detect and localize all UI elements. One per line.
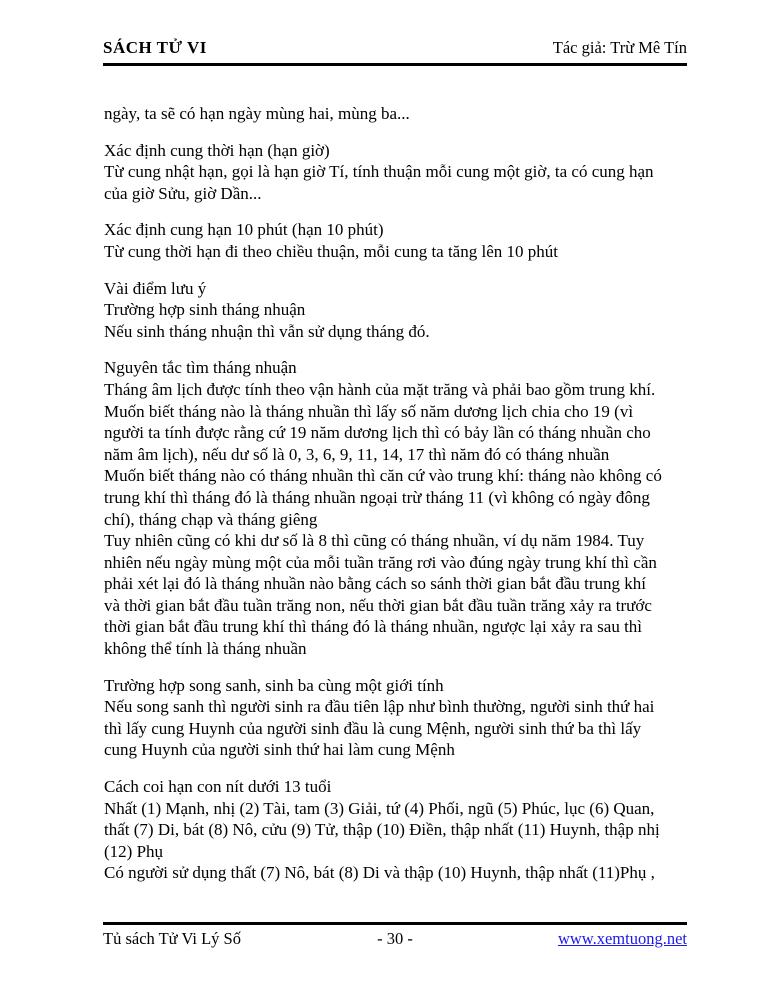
text-line: và thời gian bắt đầu tuần trăng non, nếu thời gian bắt đầu tuần trăng xảy ra trước (104, 595, 652, 615)
text-line: Nếu sinh tháng nhuận thì vẫn sử dụng tháng đó. (104, 321, 430, 341)
text-line: Nguyên tắc tìm tháng nhuận (104, 358, 297, 378)
paragraph (104, 776, 696, 884)
text-line: thời gian bắt đầu trung khí thì tháng đó là tháng nhuần, ngược lại xảy ra sau thì (104, 617, 643, 637)
text-line: năm âm lịch), nếu dư số là 0, 3, 6, 9, 11, 14, 17 thì năm đó có tháng nhuần (104, 444, 610, 464)
text-line: ngày, ta sẽ có hạn ngày mùng hai, mùng ba... (104, 104, 410, 123)
paragraph (104, 675, 696, 761)
paragraph (104, 278, 696, 343)
text-line: chí), tháng chạp và tháng giêng (104, 509, 318, 529)
text-line: Nếu song sanh thì người sinh ra đầu tiên lập như bình thường, người sinh thứ hai (104, 697, 655, 717)
paragraph (104, 140, 696, 205)
text-line: của giờ Sửu, giờ Dần... (104, 183, 262, 203)
text-line: Từ cung nhật hạn, gọi là hạn giờ Tí, tính thuận mỗi cung một giờ, ta có cung hạn (104, 162, 654, 182)
text-line: Cách coi hạn con nít dưới 13 tuổi (104, 777, 332, 797)
text-line: Có người sử dụng thất (7) Nô, bát (8) Di và thập (10) Huynh, thập nhất (11)Phụ , (104, 863, 655, 883)
author-label: Tác giả: Trừ Mê Tín (552, 38, 687, 57)
text-line: Muốn biết tháng nào là tháng nhuần thì lấy số năm dương lịch chia cho 19 (vì (104, 401, 634, 421)
text-line: phải xét lại đó là tháng nhuần nào bằng cách so sánh thời gian bắt đầu trung khí (104, 574, 646, 594)
paragraph (104, 103, 696, 125)
text-line: Trường hợp sinh tháng nhuận (104, 300, 306, 320)
text-line: không thể tính là tháng nhuần (104, 639, 307, 659)
paragraph (104, 357, 696, 659)
footer-series-title: Tủ sách Tử Vi Lý Số (103, 929, 241, 948)
website-link[interactable]: www.xemtuong.net (557, 929, 688, 948)
text-line: Tuy nhiên cũng có khi dư số là 8 thì cũng có tháng nhuần, ví dụ năm 1984. Tuy (104, 531, 645, 551)
text-line: Tháng âm lịch được tính theo vận hành của mặt trăng và phải bao gồm trung khí. (104, 379, 656, 399)
text-line: nhiên nếu ngày mùng một của mỗi tuần trăng rơi vào đúng ngày trung khí thì cần (104, 552, 657, 572)
page-header (103, 38, 687, 66)
text-line: cung Huynh của người sinh thứ hai làm cung Mệnh (104, 740, 455, 760)
paragraph (104, 219, 696, 262)
text-line: trung khí thì tháng đó là tháng nhuần ngoại trừ tháng 11 (vì không có ngày đông (104, 487, 650, 507)
text-line: Nhất (1) Mạnh, nhị (2) Tài, tam (3) Giải, tứ (4) Phối, ngũ (5) Phúc, lục (6) Quan, (104, 798, 655, 818)
book-title: SÁCH TỬ VI (103, 38, 207, 57)
text-line: Xác định cung hạn 10 phút (hạn 10 phút) (104, 220, 384, 240)
text-line: (12) Phụ (104, 841, 164, 861)
text-line: Muốn biết tháng nào có tháng nhuần thì căn cứ vào trung khí: tháng nào không có (104, 466, 662, 486)
text-line: thất (7) Di, bát (8) Nô, cửu (9) Tử, thập (10) Điền, thập nhất (11) Huynh, thập nhị (104, 820, 660, 840)
footer-page-number: - 30 - (377, 929, 413, 948)
text-line: Từ cung thời hạn đi theo chiều thuận, mỗi cung ta tăng lên 10 phút (104, 241, 558, 261)
text-line: Xác định cung thời hạn (hạn giờ) (104, 140, 330, 160)
page-body (104, 103, 696, 899)
text-line: Trường hợp song sanh, sinh ba cùng một giới tính (104, 675, 444, 695)
page-footer (103, 922, 687, 949)
text-line: Vài điểm lưu ý (104, 278, 207, 298)
text-line: người ta tính được rằng cứ 19 năm dương lịch thì có bảy lần có tháng nhuần cho (104, 423, 651, 443)
footer-link-wrap (492, 929, 687, 949)
text-line: thì lấy cung Huynh của người sinh đầu là cung Mệnh, người sinh thứ ba thì lấy (104, 718, 642, 738)
